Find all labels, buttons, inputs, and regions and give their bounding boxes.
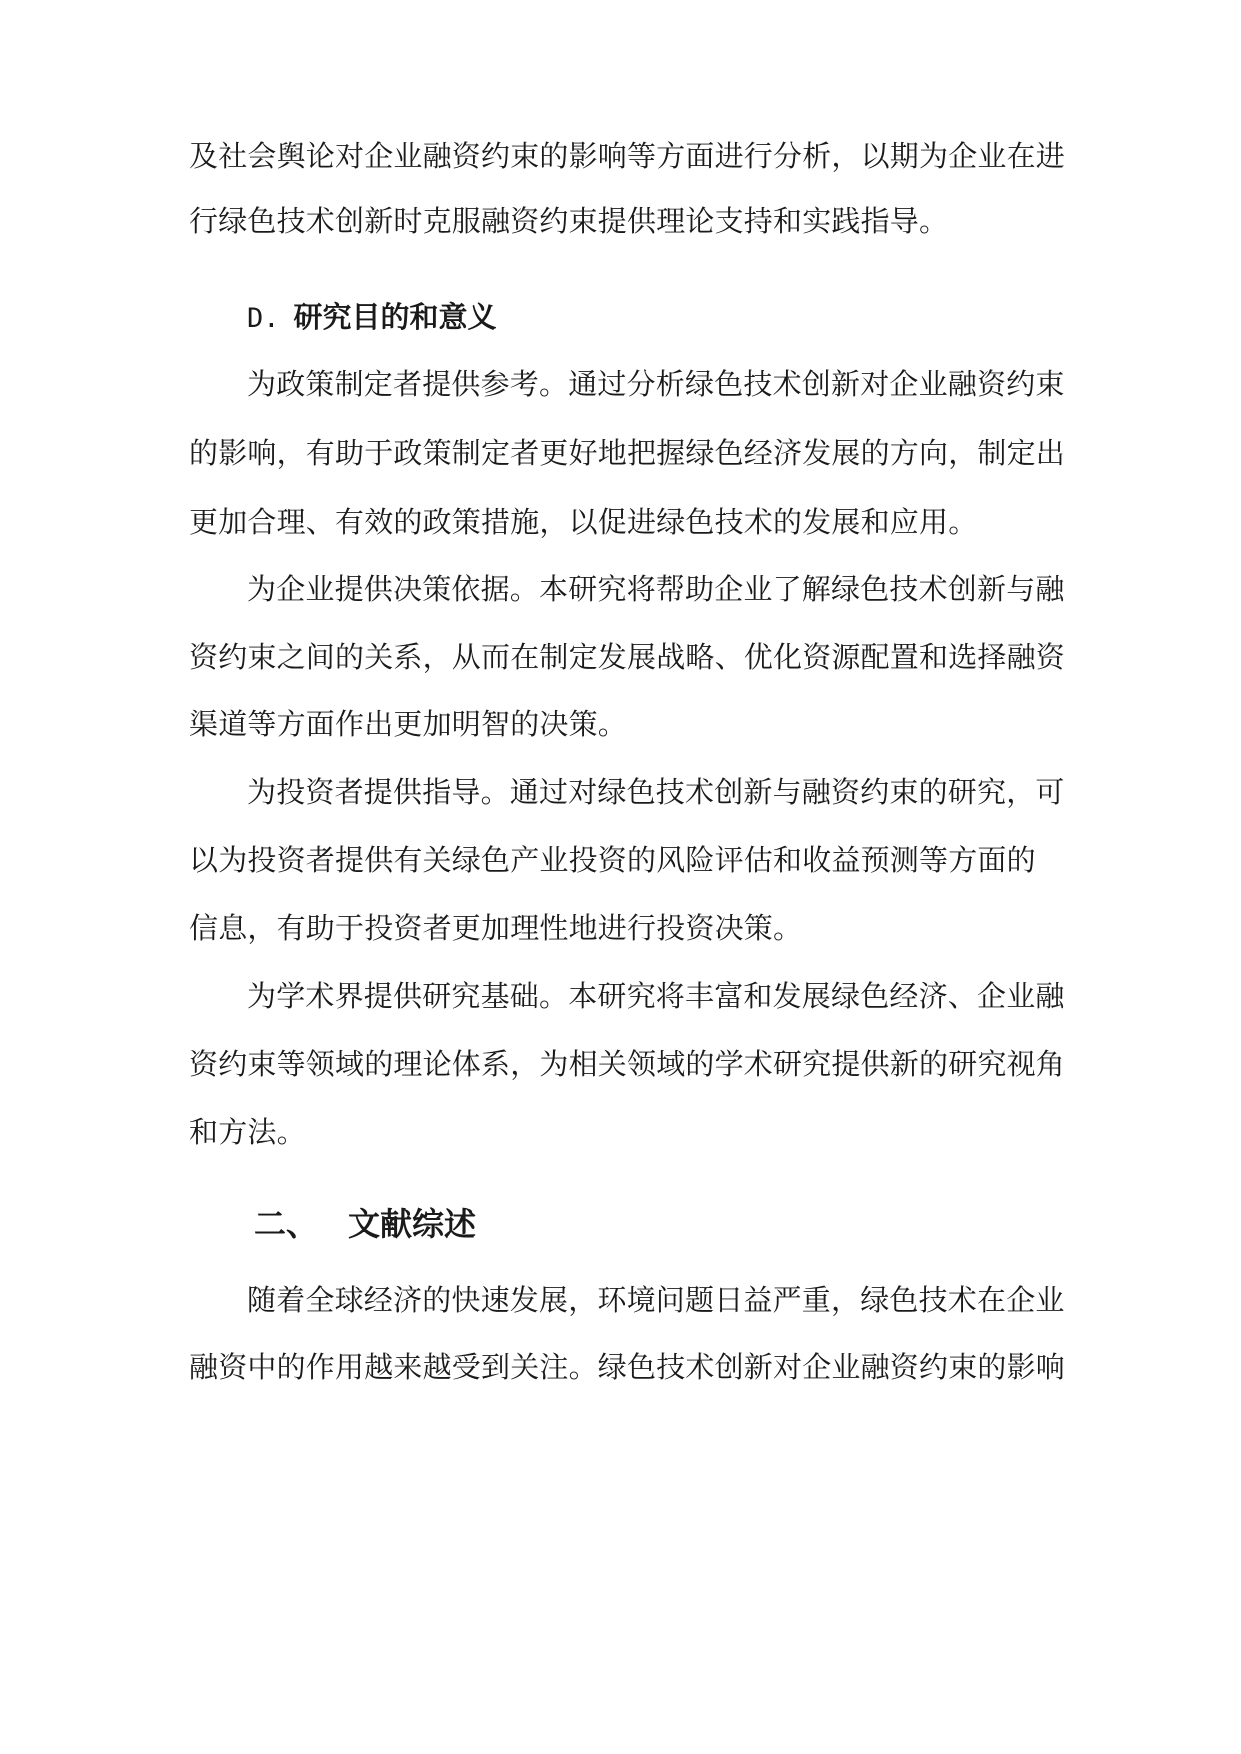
section-number: D. bbox=[247, 303, 280, 334]
section-heading-d bbox=[247, 297, 497, 339]
paragraph-line: 渠道等方面作出更加明智的决策。 bbox=[189, 707, 628, 741]
paragraph-line: 随着全球经济的快速发展，环境问题日益严重，绿色技术在企业 bbox=[247, 1283, 1065, 1317]
paragraph-line: 及社会舆论对企业融资约束的影响等方面进行分析，以期为企业在进 bbox=[189, 139, 1066, 173]
section-title: 文献综述 bbox=[348, 1205, 477, 1243]
paragraph-line: 的影响，有助于政策制定者更好地把握绿色经济发展的方向，制定出 bbox=[189, 436, 1066, 470]
paragraph-line: 为学术界提供研究基础。本研究将丰富和发展绿色经济、企业融 bbox=[247, 979, 1065, 1013]
paragraph-line: 以为投资者提供有关绿色产业投资的风险评估和收益预测等方面的 bbox=[189, 843, 1036, 877]
paragraph-line: 为政策制定者提供参考。通过分析绿色技术创新对企业融资约束 bbox=[247, 367, 1065, 401]
paragraph-line: 资约束等领域的理论体系，为相关领域的学术研究提供新的研究视角 bbox=[189, 1047, 1066, 1081]
section-heading-2 bbox=[254, 1202, 476, 1246]
paragraph-line: 更加合理、有效的政策措施，以促进绿色技术的发展和应用。 bbox=[189, 505, 978, 539]
section-title: 研究目的和意义 bbox=[293, 300, 497, 334]
paragraph-line: 行绿色技术创新时克服融资约束提供理论支持和实践指导。 bbox=[189, 204, 949, 238]
paragraph-line: 为投资者提供指导。通过对绿色技术创新与融资约束的研究，可 bbox=[247, 775, 1065, 809]
paragraph-line: 资约束之间的关系，从而在制定发展战略、优化资源配置和选择融资 bbox=[189, 640, 1066, 674]
paragraph-line: 信息，有助于投资者更加理性地进行投资决策。 bbox=[189, 911, 803, 945]
section-number: 二、 bbox=[254, 1205, 319, 1243]
paragraph-line: 为企业提供决策依据。本研究将帮助企业了解绿色技术创新与融 bbox=[247, 572, 1065, 606]
paragraph-line: 和方法。 bbox=[189, 1115, 306, 1149]
paragraph-line: 融资中的作用越来越受到关注。绿色技术创新对企业融资约束的影响 bbox=[189, 1350, 1066, 1384]
